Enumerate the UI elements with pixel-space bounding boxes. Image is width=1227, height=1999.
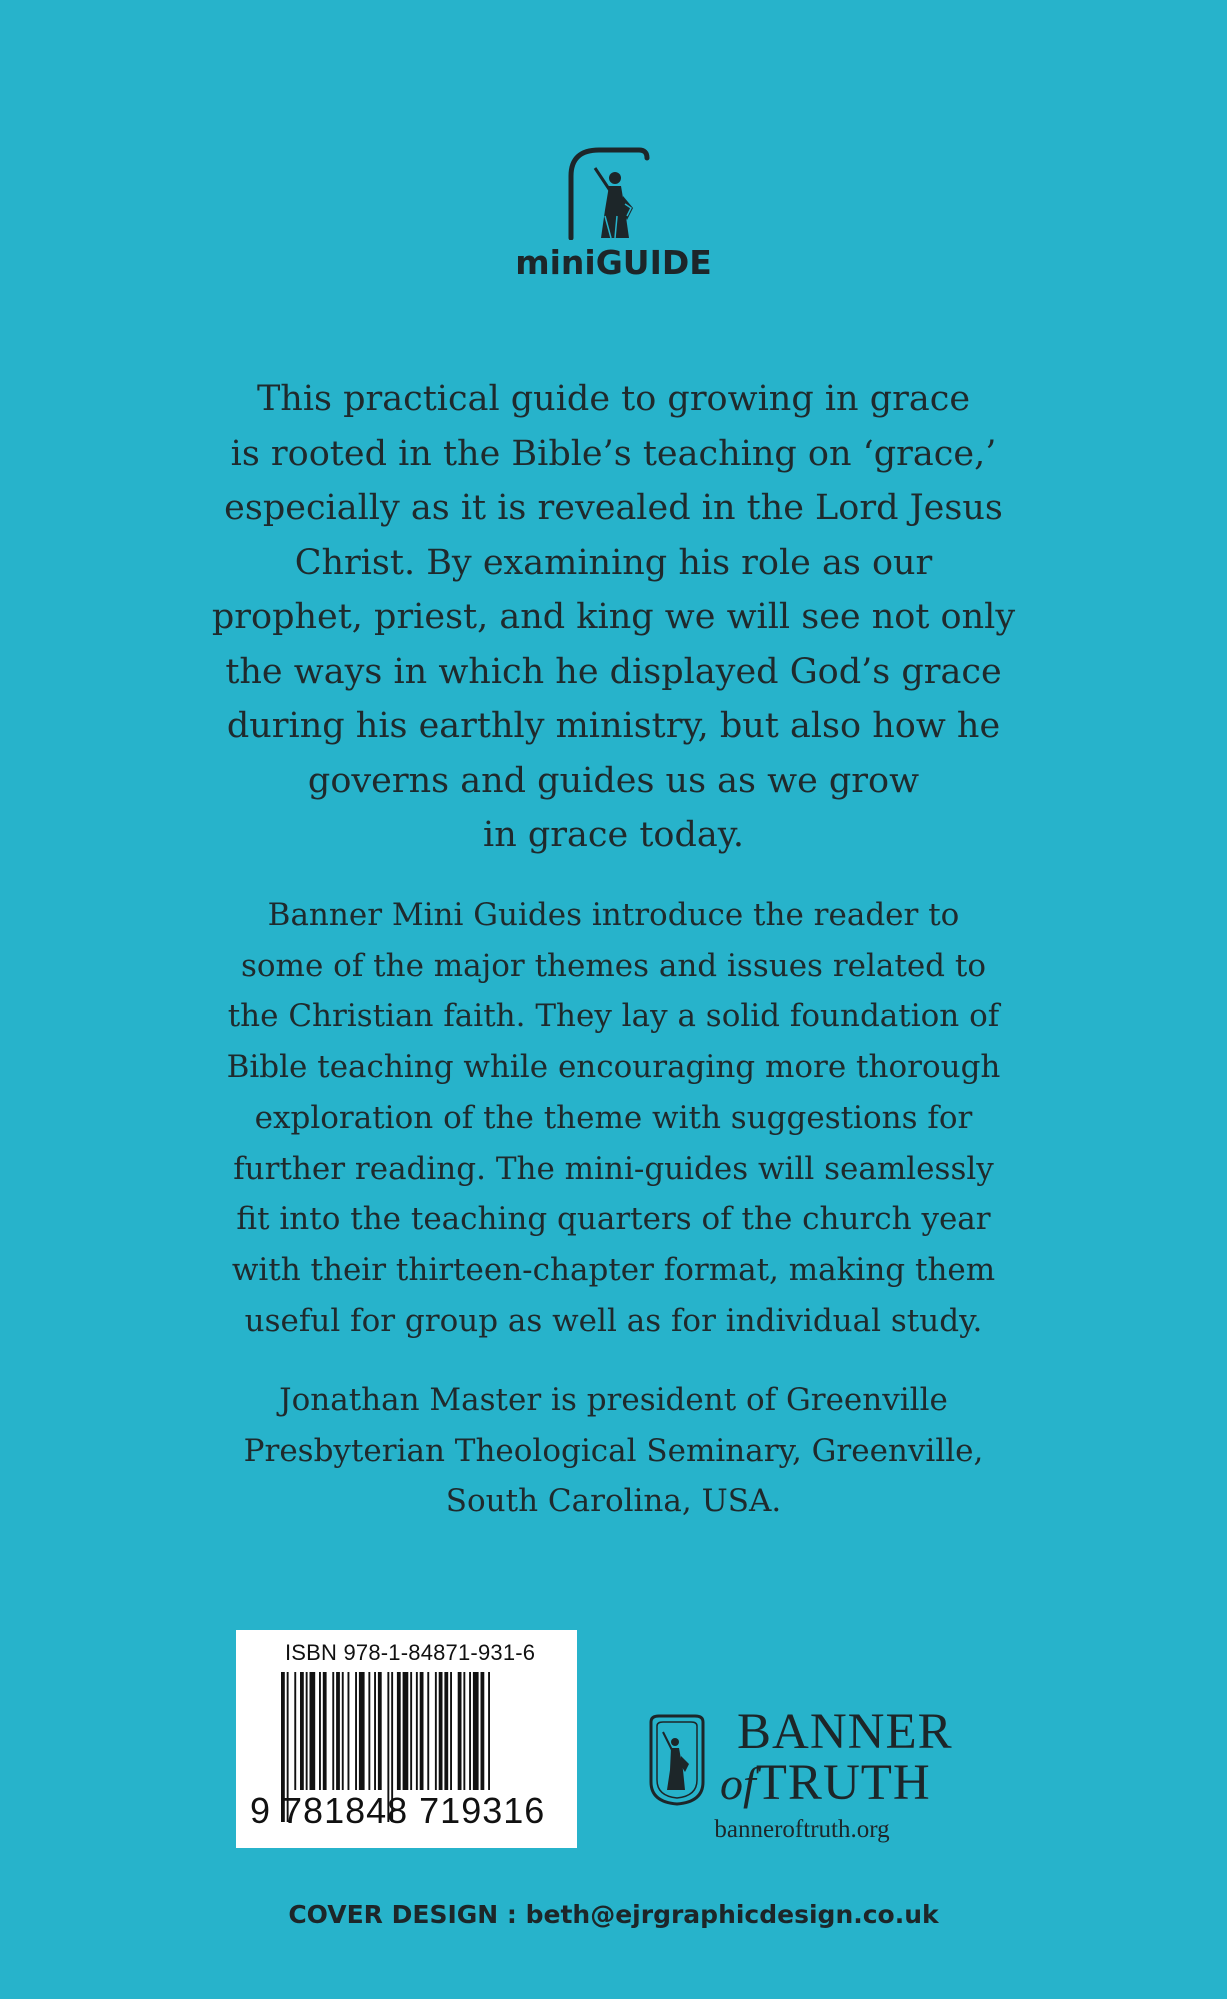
barcode-bar — [469, 1672, 471, 1790]
barcode-bar — [450, 1672, 452, 1790]
author-bio-line: Jonathan Master is president of Greenville — [279, 1382, 948, 1418]
barcode-bar — [342, 1672, 344, 1790]
barcode-bar — [332, 1672, 334, 1790]
series-blurb-line: useful for group as well as for individual study. — [244, 1302, 983, 1339]
description-paragraph — [0, 372, 1227, 863]
series-blurb-line: some of the major themes and issues related to — [240, 947, 986, 984]
barcode-bar — [306, 1672, 308, 1790]
series-blurb-paragraph — [0, 890, 1227, 1346]
description-line: especially as it is revealed in the Lord Jesus — [224, 488, 1003, 528]
publisher-name-of: of — [720, 1758, 756, 1809]
barcode-bar — [359, 1672, 365, 1790]
barcode-bar — [323, 1672, 327, 1790]
author-bio-paragraph — [0, 1375, 1227, 1527]
series-blurb-line: exploration of the theme with suggestions for — [254, 1099, 973, 1136]
banner-figure-icon — [565, 146, 657, 240]
description-line: prophet, priest, and king we will see not only — [211, 597, 1016, 637]
barcode-digits: 9 781848 719316 — [250, 1790, 546, 1831]
barcode-bar — [300, 1672, 304, 1790]
barcode-bar — [348, 1672, 350, 1790]
barcode-bar — [374, 1672, 376, 1790]
barcode-bar — [416, 1672, 418, 1790]
barcode-bar — [488, 1672, 490, 1790]
description-line: is rooted in the Bible’s teaching on ‘grace,’ — [230, 433, 997, 474]
description-line: governs and guides us as we grow — [307, 760, 920, 801]
author-bio-line: Presbyterian Theological Seminary, Greenville, — [243, 1432, 984, 1469]
barcode — [236, 1630, 577, 1848]
barcode-bar — [458, 1672, 462, 1790]
description-line: the ways in which he displayed God’s grace — [225, 651, 1002, 692]
barcode-bar — [463, 1672, 465, 1790]
barcode-bar — [310, 1672, 316, 1790]
barcode-bar — [378, 1672, 382, 1790]
barcode-bar — [435, 1672, 437, 1790]
publisher-name-line2 — [720, 1756, 931, 1811]
banner-shield-icon — [645, 1712, 709, 1806]
series-blurb-line: fit into the teaching quarters of the church year — [236, 1201, 991, 1238]
author-bio-line: South Carolina, USA. — [445, 1483, 782, 1519]
barcode-bar — [403, 1672, 409, 1790]
series-logo-text: miniGUIDE — [515, 243, 712, 282]
description-line: in grace today. — [483, 815, 744, 855]
series-blurb-line: the Christian faith. They lay a solid foundation of — [227, 998, 1000, 1035]
series-blurb-line: further reading. The mini-guides will seamlessly — [233, 1150, 994, 1187]
barcode-bar — [444, 1672, 448, 1790]
barcode-bar — [420, 1672, 424, 1790]
barcode-bar — [294, 1672, 296, 1790]
series-blurb-line: Bible teaching while encouraging more thorough — [226, 1049, 1001, 1086]
barcode-bar — [368, 1672, 370, 1790]
barcode-bar — [397, 1672, 401, 1790]
barcode-bar — [336, 1672, 340, 1790]
cover-design-credit: COVER DESIGN : beth@ejrgraphicdesign.co.uk — [288, 1900, 939, 1929]
description-line: during his earthly ministry, but also how he — [226, 706, 1001, 746]
publisher-url: banneroftruth.org — [714, 1816, 890, 1843]
barcode-bar — [319, 1672, 321, 1790]
isbn-label: ISBN 978-1-84871-931-6 — [285, 1640, 536, 1665]
barcode-bar — [439, 1672, 443, 1790]
barcode-bar — [410, 1672, 412, 1790]
barcode-bar — [355, 1672, 357, 1790]
description-line: Christ. By examining his role as our — [294, 542, 933, 583]
barcode-bar — [427, 1672, 429, 1790]
publisher-name-line1: BANNER — [737, 1704, 953, 1760]
series-blurb-line: Banner Mini Guides introduce the reader to — [267, 897, 960, 933]
description-line: This practical guide to growing in grace — [256, 379, 971, 419]
publisher-name-truth: TRUTH — [755, 1755, 931, 1811]
series-blurb-line: with their thirteen-chapter format, making them — [231, 1251, 996, 1288]
barcode-bar — [473, 1672, 479, 1790]
barcode-bar — [481, 1672, 485, 1790]
